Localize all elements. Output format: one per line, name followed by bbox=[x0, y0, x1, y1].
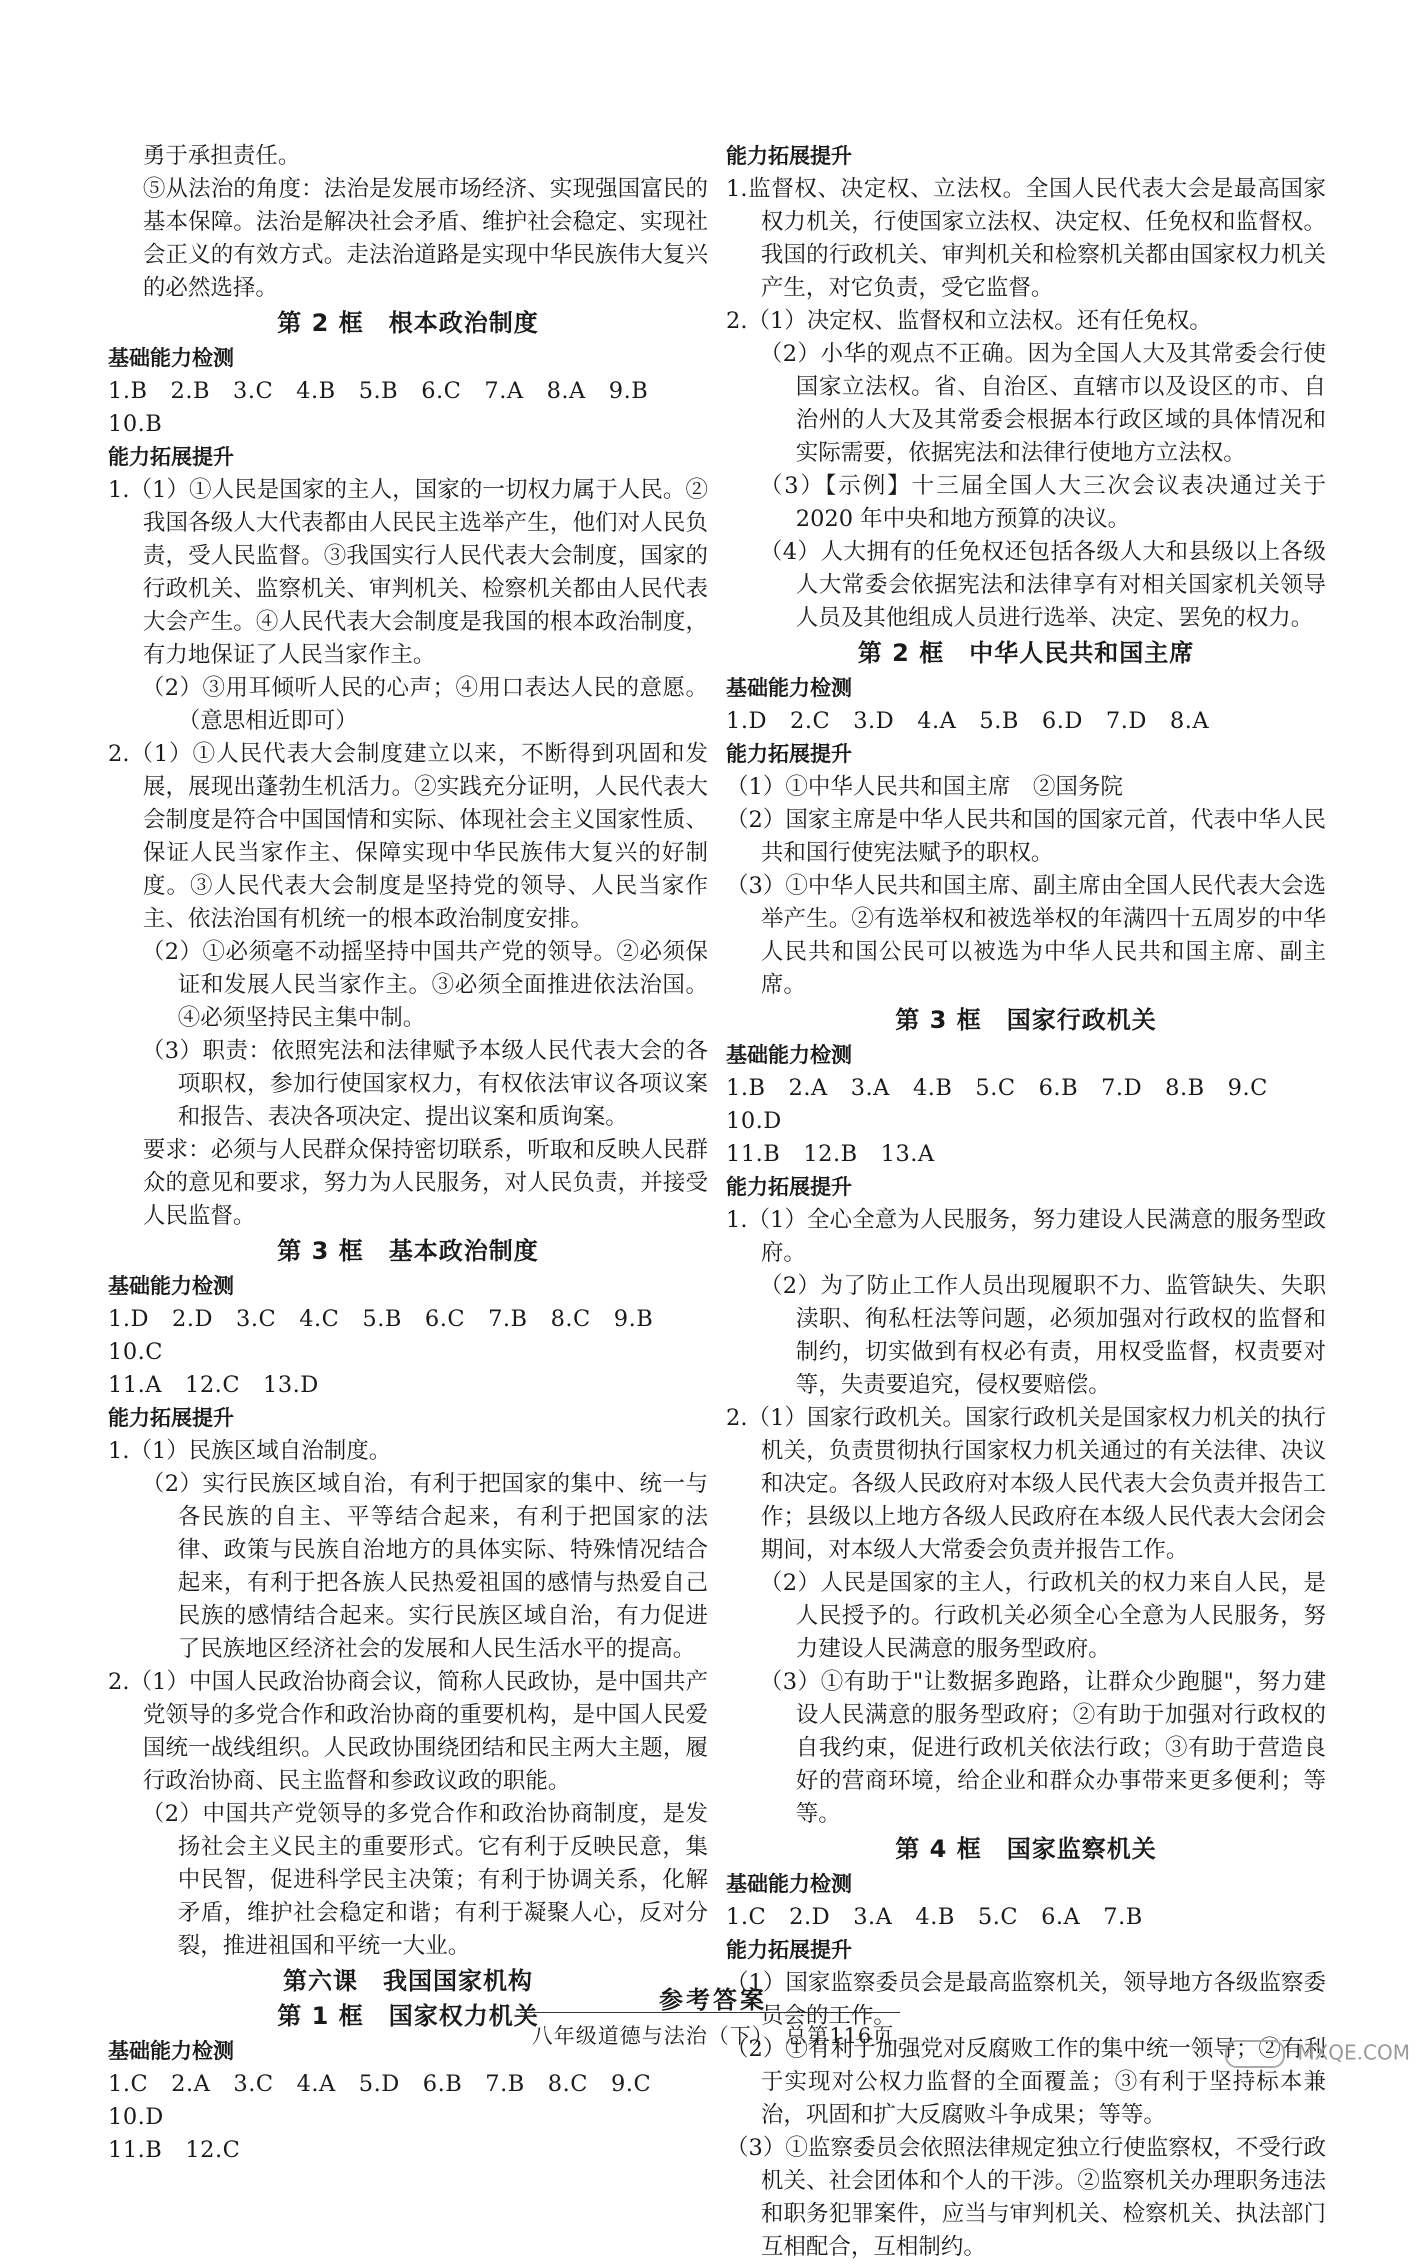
answer-key-line: 11.A 12.C 13.D bbox=[108, 1372, 319, 1398]
section-title: 第 1 框 国家权力机关 bbox=[277, 2002, 539, 2030]
answer-key-line: 1.C 2.A 3.C 4.A 5.D 6.B 7.B 8.C 9.C 10.D bbox=[108, 2071, 675, 2130]
answer-key-line: 1.B 2.B 3.C 4.B 5.B 6.C 7.A 8.A 9.B 10.B bbox=[108, 378, 672, 437]
answer-paragraph: （2）小华的观点不正确。因为全国人大及其常委会行使国家立法权。省、自治区、直辖市以及设区的市、自治州的人大及其常委会根据本行政区域的具体情况和实际需要，依据宪法和法律行使地方立法权。 bbox=[759, 341, 1326, 466]
answer-paragraph: 1.（1）民族区域自治制度。 bbox=[108, 1438, 392, 1464]
section-title: 第 3 框 基本政治制度 bbox=[277, 1237, 539, 1265]
answer-key-line: 11.B 12.C bbox=[108, 2137, 241, 2163]
answer-paragraph: （2）①有利于加强党对反腐败工作的集中统一领导；②有利于实现对公权力监督的全面覆盖；③有利于坚持标本兼治，巩固和扩大反腐败斗争成果；等等。 bbox=[726, 2036, 1326, 2128]
right-column bbox=[726, 140, 1326, 2264]
answer-key-line: 1.B 2.A 3.A 4.B 5.C 6.B 7.D 8.B 9.C 10.D bbox=[726, 1075, 1291, 1134]
answer-paragraph: 1.监督权、决定权、立法权。全国人民代表大会是最高国家权力机关，行使国家立法权、决定权、任免权和监督权。我国的行政机关、审判机关和检察机关都由国家权力机关产生，对它负责，受它监督。 bbox=[726, 176, 1326, 301]
watermark bbox=[1210, 2040, 1410, 2090]
answer-paragraph: （1）国家监察委员会是最高监察机关，领导地方各级监察委员会的工作。 bbox=[726, 1970, 1326, 2029]
section-title: 第六课 我国国家机构 bbox=[283, 1967, 533, 1995]
answer-paragraph: 2.（1）①人民代表大会制度建立以来，不断得到巩固和发展，展现出蓬勃生机活力。②实践充分证明，人民代表大会制度是符合中国国情和实际、体现社会主义国家性质、保证人民当家作主、保障实现中华民族伟大复兴的好制度。③人民代表大会制度是坚持党的领导、人民当家作主、依法治国有机统一的根本政治制度安排。 bbox=[108, 741, 708, 932]
answer-paragraph: 1.（1）①人民是国家的主人，国家的一切权力属于人民。②我国各级人大代表都由人民民主选举产生，他们对人民负责，受人民监督。③我国实行人民代表大会制度，国家的行政机关、监察机关、审判机关、检察机关都由人民代表大会产生。④人民代表大会制度是我国的根本政治制度，有力地保证了人民当家作主。 bbox=[108, 477, 708, 668]
section-title: 第 4 框 国家监察机关 bbox=[895, 1835, 1157, 1863]
answer-key-line: 1.D 2.D 3.C 4.C 5.B 6.C 7.B 8.C 9.B 10.C bbox=[108, 1306, 677, 1365]
footer-divider bbox=[520, 2012, 900, 2013]
subsection-heading: 能力拓展提升 bbox=[726, 1175, 852, 1199]
answer-paragraph: （2）③用耳倾听人民的心声；④用口表达人民的意愿。（意思相近即可） bbox=[141, 675, 708, 734]
answer-key-line: 11.B 12.B 13.A bbox=[726, 1141, 935, 1167]
subsection-heading: 基础能力检测 bbox=[108, 2039, 234, 2063]
answer-paragraph: 要求：必须与人民群众保持密切联系，听取和反映人民群众的意见和要求，努力为人民服务，对人民负责，并接受人民监督。 bbox=[142, 1137, 708, 1229]
answer-paragraph: （3）【示例】十三届全国人大三次会议表决通过关于 2020 年中央和地方预算的决议。 bbox=[759, 473, 1326, 532]
answer-key-line: 1.D 2.C 3.D 4.A 5.B 6.D 7.D 8.A bbox=[726, 708, 1210, 734]
answer-key-line: 1.C 2.D 3.A 4.B 5.C 6.A 7.B bbox=[726, 1904, 1143, 1930]
answer-paragraph: （3）①中华人民共和国主席、副主席由全国人民代表大会选举产生。②有选举权和被选举权的年满四十五周岁的中华人民共和国公民可以被选为中华人民共和国主席、副主席。 bbox=[726, 873, 1326, 998]
answer-paragraph: （3）①有助于"让数据多跑路，让群众少跑腿"，努力建设人民满意的服务型政府；②有助于加强对行政权的自我约束，促进行政机关依法行政；③有助于营造良好的营商环境，给企业和群众办事带来更多便利；等等。 bbox=[759, 1669, 1326, 1827]
section-title: 第 3 框 国家行政机关 bbox=[895, 1006, 1157, 1034]
subsection-heading: 基础能力检测 bbox=[108, 346, 234, 370]
answer-paragraph: （3）职责：依照宪法和法律赋予本级人民代表大会的各项职权，参加行使国家权力，有权依法审议各项议案和报告、表决各项决定、提出议案和质询案。 bbox=[141, 1038, 708, 1130]
footer-title: 参考答案 bbox=[659, 1985, 767, 2014]
answer-paragraph: （2）中国共产党领导的多党合作和政治协商制度，是发扬社会主义民主的重要形式。它有利于反映民意，集中民智，促进科学民主决策；有利于协调关系，化解矛盾，维护社会稳定和谐；有利于凝聚人心，反对分裂，推进祖国和平统一大业。 bbox=[141, 1801, 708, 1959]
left-column bbox=[108, 140, 708, 2167]
answer-paragraph: ⑤从法治的角度：法治是发展市场经济、实现强国富民的基本保障。法治是解决社会矛盾、维护社会稳定、实现社会正义的有效方式。走法治道路是实现中华民族伟大复兴的必然选择。 bbox=[142, 176, 708, 301]
subsection-heading: 能力拓展提升 bbox=[726, 1938, 852, 1962]
section-title: 第 2 框 中华人民共和国主席 bbox=[857, 639, 1195, 667]
answer-paragraph: 勇于承担责任。 bbox=[142, 143, 301, 169]
answer-paragraph: 1.（1）全心全意为人民服务，努力建设人民满意的服务型政府。 bbox=[726, 1207, 1326, 1266]
watermark-logo-icon bbox=[1225, 2040, 1285, 2068]
subsection-heading: 基础能力检测 bbox=[726, 1043, 852, 1067]
subsection-heading: 基础能力检测 bbox=[108, 1274, 234, 1298]
answer-paragraph: （2）人民是国家的主人，行政机关的权力来自人民，是人民授予的。行政机关必须全心全意为人民服务，努力建设人民满意的服务型政府。 bbox=[759, 1570, 1326, 1662]
answer-paragraph: （2）实行民族区域自治，有利于把国家的集中、统一与各民族的自主、平等结合起来，有利于把国家的法律、政策与民族自治地方的具体实际、特殊情况结合起来，有利于把各族人民热爱祖国的感情与热爱自己民族的感情结合起来。实行民族区域自治，有力促进了民族地区经济社会的发展和人民生活水平的提高。 bbox=[141, 1471, 708, 1662]
footer-page-info: 八年级道德与法治（下） 总第116页 bbox=[531, 2024, 895, 2048]
section-title: 第 2 框 根本政治制度 bbox=[277, 309, 539, 337]
answer-paragraph: （4）人大拥有的任免权还包括各级人大和县级以上各级人大常委会依据宪法和法律享有对相关国家机关领导人员及其他组成人员进行选举、决定、罢免的权力。 bbox=[759, 539, 1326, 631]
answer-paragraph: （3）①监察委员会依照法律规定独立行使监察权，不受行政机关、社会团体和个人的干涉。②监察机关办理职务违法和职务犯罪案件，应当与审判机关、检察机关、执法部门互相配合，互相制约。 bbox=[726, 2135, 1326, 2260]
answer-paragraph: （1）①中华人民共和国主席 ②国务院 bbox=[726, 774, 1123, 800]
answer-paragraph: （2）为了防止工作人员出现履职不力、监管缺失、失职渎职、徇私枉法等问题，必须加强对行政权的监督和制约，切实做到有权必有责，用权受监督，权责要对等，失责要追究，侵权要赔偿。 bbox=[759, 1273, 1326, 1398]
subsection-heading: 能力拓展提升 bbox=[726, 742, 852, 766]
answer-paragraph: 2.（1）中国人民政治协商会议，简称人民政协，是中国共产党领导的多党合作和政治协商的重要机构，是中国人民爱国统一战线组织。人民政协围绕团结和民主两大主题，履行政治协商、民主监督和参政议政的职能。 bbox=[108, 1669, 708, 1794]
subsection-heading: 基础能力检测 bbox=[726, 1872, 852, 1896]
answer-paragraph: 2.（1）国家行政机关。国家行政机关是国家权力机关的执行机关，负责贯彻执行国家权力机关通过的有关法律、决议和决定。各级人民政府对本级人民代表大会负责并报告工作；县级以上地方各级人民政府在本级人民代表大会闭会期间，对本级人大常委会负责并报告工作。 bbox=[726, 1405, 1326, 1563]
answer-paragraph: （2）国家主席是中华人民共和国的国家元首，代表中华人民共和国行使宪法赋予的职权。 bbox=[726, 807, 1326, 866]
watermark-text: MXQE.COM bbox=[1297, 2040, 1410, 2065]
subsection-heading: 基础能力检测 bbox=[726, 676, 852, 700]
answer-paragraph: （2）①必须毫不动摇坚持中国共产党的领导。②必须保证和发展人民当家作主。③必须全面推进依法治国。④必须坚持民主集中制。 bbox=[141, 939, 708, 1031]
subsection-heading: 能力拓展提升 bbox=[108, 1406, 234, 1430]
answer-paragraph: 2.（1）决定权、监督权和立法权。还有任免权。 bbox=[726, 308, 1212, 334]
subsection-heading: 能力拓展提升 bbox=[108, 445, 234, 469]
subsection-heading: 能力拓展提升 bbox=[726, 144, 852, 168]
